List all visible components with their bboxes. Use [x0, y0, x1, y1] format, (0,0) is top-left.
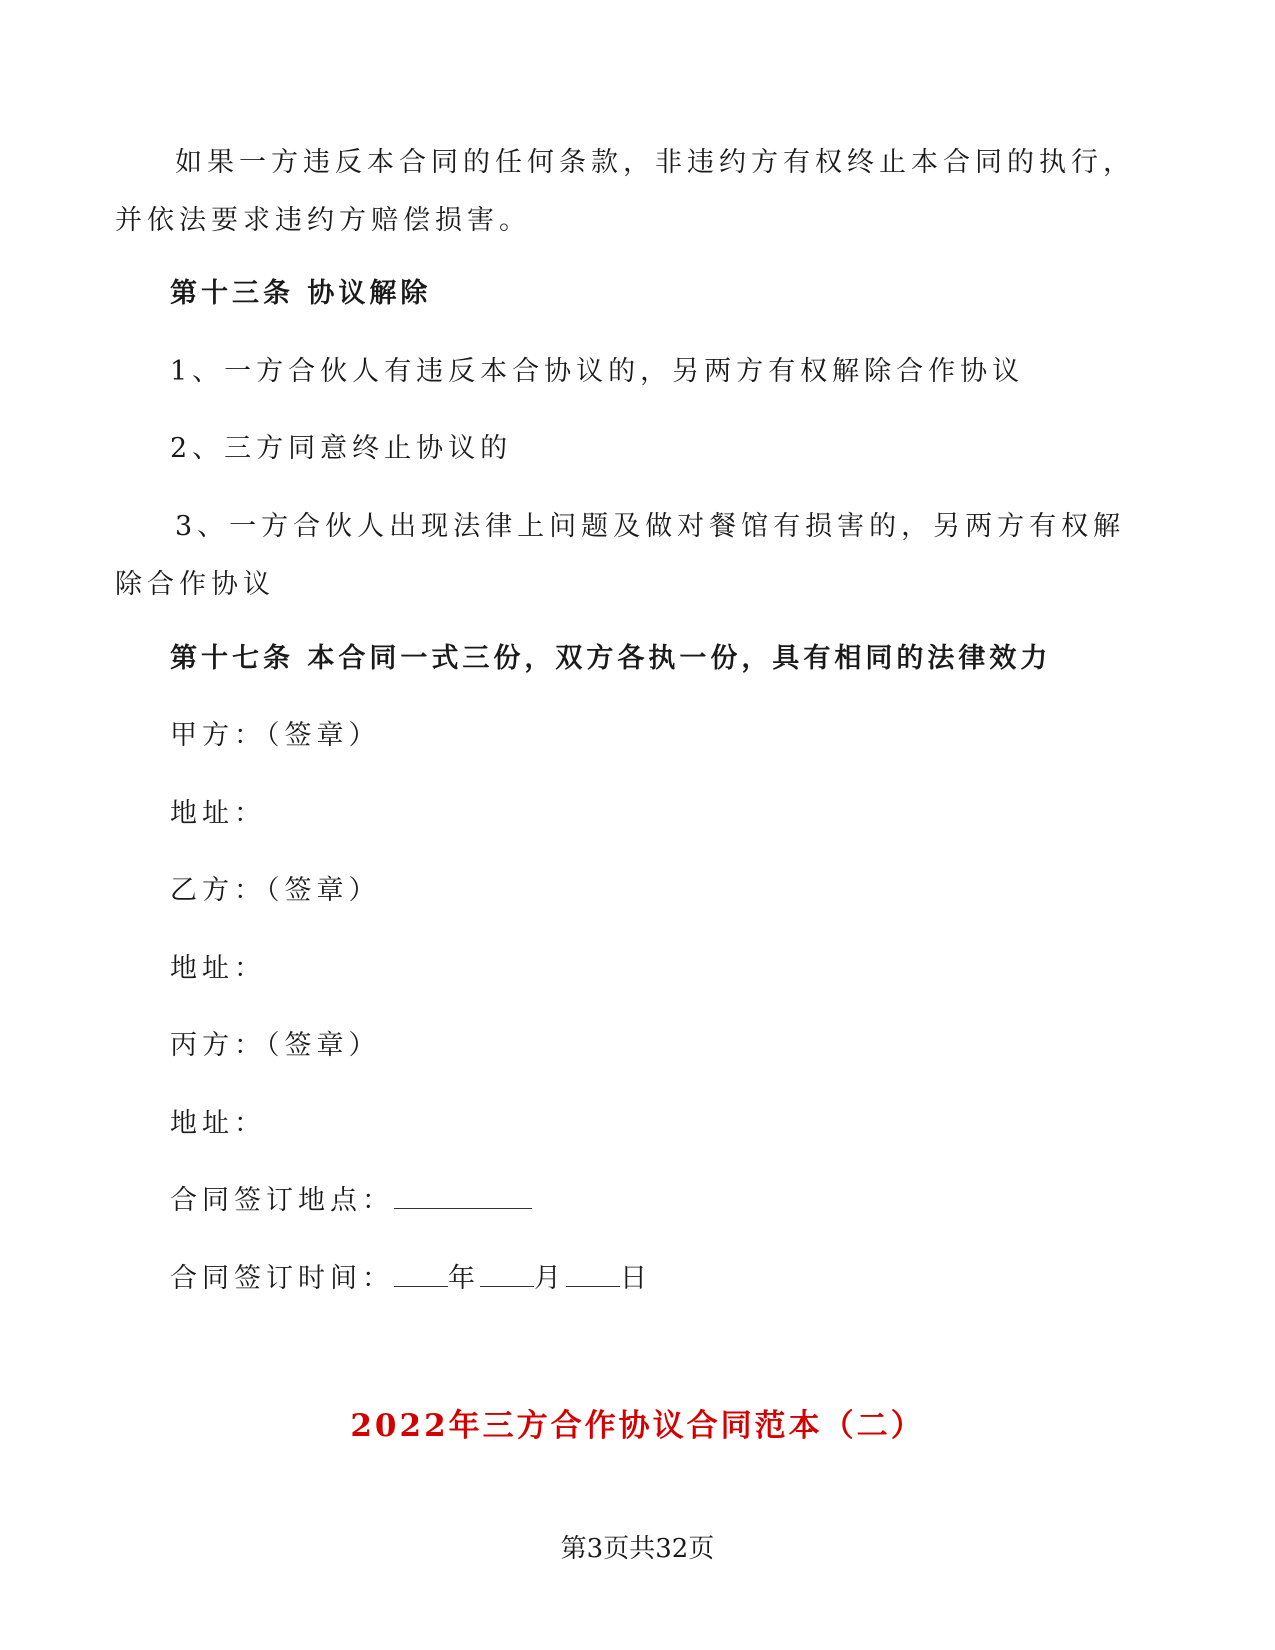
month-blank	[480, 1256, 534, 1287]
party-b-signature: 乙方：（签章）	[170, 875, 381, 906]
sign-time-line	[170, 1250, 652, 1308]
sign-place-blank	[394, 1178, 532, 1209]
sign-time-label: 合同签订时间：	[170, 1263, 394, 1294]
party-c-signature: 丙方：（签章）	[170, 1030, 381, 1061]
article-13-item-2: 2、三方同意终止协议的	[170, 433, 513, 464]
party-b-address: 地址：	[170, 953, 266, 984]
sign-place-line	[170, 1172, 532, 1230]
month-label: 月	[534, 1263, 566, 1294]
day-label: 日	[620, 1263, 652, 1294]
breach-paragraph: 如果一方违反本合同的任何条款，非违约方有权终止本合同的执行，并依法要求违约方赔偿损害。	[115, 147, 1135, 236]
next-section-title: 2022年三方合作协议合同范本（二）	[350, 1408, 925, 1444]
party-c-address: 地址：	[170, 1108, 266, 1139]
party-a-address: 地址：	[170, 798, 266, 829]
sign-place-label: 合同签订地点：	[170, 1185, 394, 1216]
party-a-signature: 甲方：（签章）	[170, 720, 381, 751]
article-13-item-3: 3、一方合伙人出现法律上问题及做对餐馆有损害的，另两方有权解除合作协议	[115, 511, 1126, 600]
day-blank	[566, 1256, 620, 1287]
year-label: 年	[448, 1263, 480, 1294]
article-13-heading: 第十三条 协议解除	[170, 278, 432, 309]
article-17-heading: 第十七条 本合同一式三份，双方各执一份，具有相同的法律效力	[170, 643, 1052, 674]
page-indicator: 第3页共32页	[560, 1534, 715, 1564]
year-blank	[394, 1256, 448, 1287]
article-13-item-1: 1、一方合伙人有违反本合协议的，另两方有权解除合作协议	[170, 356, 1025, 387]
